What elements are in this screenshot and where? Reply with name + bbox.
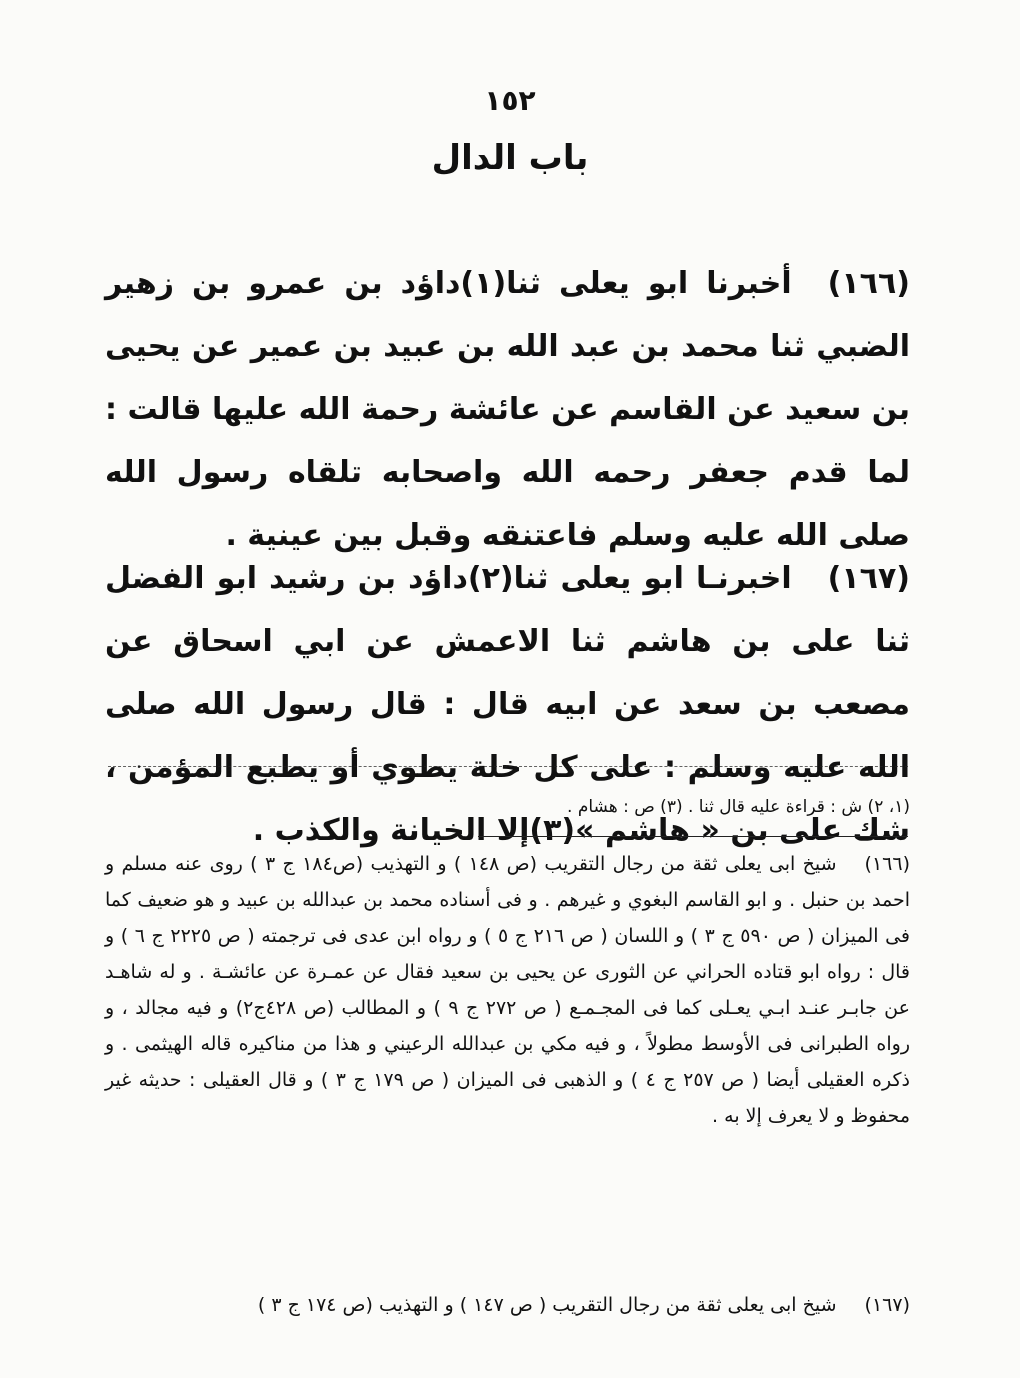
note-text: شيخ ابى يعلى ثقة من رجال التقريب (ص ١٤٨ ) و التهذيب (ص١٨٤ ج ٣ ) روى عنه مسلم و احمد بن حنبل . و ابو القاسم البغوي و غيرهم . و فى أسناده محمد بن عبدالله بن عبيد و هو ضعيف كما فى الميزان ( ص ٥٩٠ ج ٣ ) و اللسان ( ص ٢١٦ ج ٥ ) و رواه ابن عدى فى ترجمته ( ص ٢٢٢٥ ج ٦ ) و قال : رواه ابو قتاده الحراني عن الثورى عن يحيى بن سعيد فقال عن عمـرة عن عائشـة . و له شاهـد عن جابـر عنـد ابـي يعـلى كما فى المجـمـع ( ص ٢٧٢ ج ٩ ) و المطالب (ص ٤٢٨ج٢) و فيه مجالد ، و رواه الطبرانى فى الأوسط مطولاً ، و فيه مكي بن عبدالله الرعيني و هذا من مناكيره قاله الهيثمى . و ذكره العقيلى أيضا ( ص ٢٥٧ ج ٤ ) و الذهبى فى الميزان ( ص ١٧٩ ج ٣ ) و قال العقيلى : حديثه غير محفوظ و لا يعرف إلا به . xyxy=(105,853,910,1127)
page-number: ١٥٢ xyxy=(484,84,536,117)
note-number: (١٦٧) xyxy=(864,1294,910,1316)
hadith-number: (١٦٧) xyxy=(827,561,910,596)
hadith-166 xyxy=(105,252,910,567)
takhrij-note-167 xyxy=(105,1287,910,1323)
takhrij-note-166 xyxy=(105,846,910,1134)
manuscript-variant-note: (١، ٢) ش : قراءة عليه قال ثنا . (٣) ص : هشام . xyxy=(567,797,910,817)
chapter-title: باب الدال xyxy=(431,138,589,178)
footnote-divider xyxy=(108,766,908,767)
notes-divider xyxy=(478,836,908,837)
note-number: (١٦٦) xyxy=(864,853,911,875)
note-text: شيخ ابى يعلى ثقة من رجال التقريب ( ص ١٤٧ ) و التهذيب (ص ١٧٤ ج ٣ ) xyxy=(257,1294,837,1316)
hadith-number: (١٦٦) xyxy=(827,266,910,301)
hadith-text: اخبرنـا ابو يعلى ثنا(٢)داؤد بن رشيد ابو الفضل ثنا على بن هاشم ثنا الاعمش عن ابي اسحاق عن مصعب بن سعد عن ابيه قال : قال رسول الله صلى الله عليه وسلم : على كل خلة يطوي أو يطبع المؤمن ، شك على بن « هاشم »(٣)إلا الخيانة والكذب . xyxy=(105,561,910,848)
hadith-text: أخبرنا ابو يعلى ثنا(١)داؤد بن عمرو بن زهير الضبي ثنا محمد بن عبد الله بن عبيد بن عمير عن يحيى بن سعيد عن القاسم عن عائشة رحمة الله عليها قالت : لما قدم جعفر رحمه الله واصحابه تلقاه رسول الله صلى الله عليه وسلم فاعتنقه وقبل بين عينية . xyxy=(105,266,910,553)
